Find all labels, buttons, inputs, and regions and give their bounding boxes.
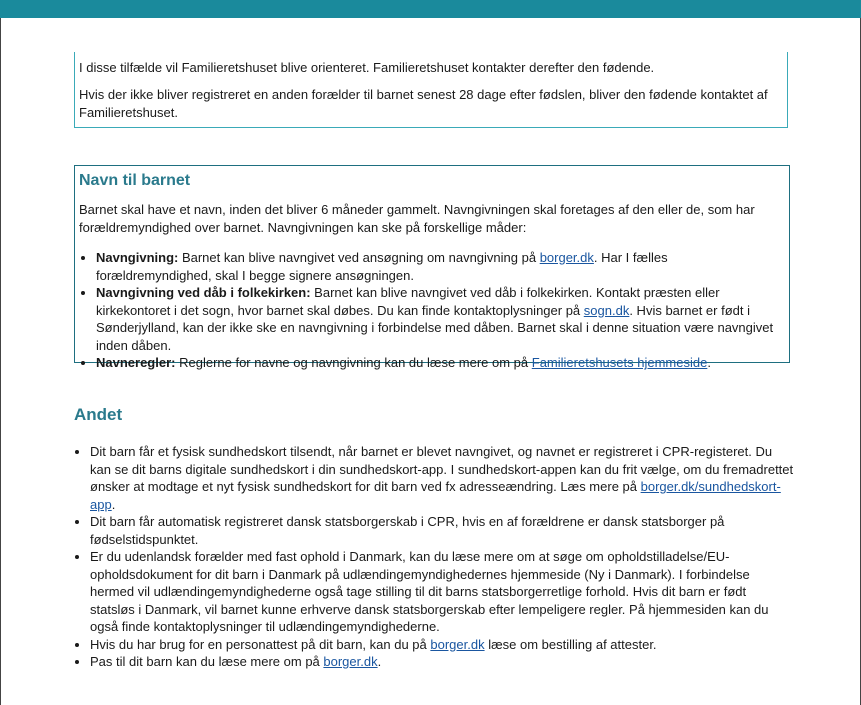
- other-info-list: [74, 443, 794, 671]
- other-section-title: Andet: [74, 405, 123, 424]
- item-text: Er du udenlandsk forælder med fast ophold i Danmark, kan du læse mere om at søge om opholdstilladelse/EU-opholdsdokument for dit barn i Danmark på udlændingemyndighedernes hjemmeside (Ny i Danmark). I forbindelse hermed vil udlændingemyndighederne også tage stilling til dit barns statsborgerretlige forhold. Hvis dit barn er født statsløs i Danmark, vil barnet kunne erhverve dansk statsborgerskab efter lempeligere regler. På hjemmesiden kan du også finde kontaktoplysninger til udlændingemyndighederne.: [90, 549, 769, 634]
- page-edge-left: [0, 18, 1, 705]
- familieretshuset-link[interactable]: Familieretshusets hjemmeside: [531, 355, 708, 370]
- item-label: Navngivning:: [96, 250, 179, 265]
- name-section-intro: Barnet skal have et navn, inden det bliver 6 måneder gammelt. Navngivningen skal foretages af den eller de, som har forældremyndighed over barnet. Navngivningen kan ske på forskellige måder:: [79, 202, 755, 235]
- item-text: Reglerne for navne og navngivning kan du læse mere om på: [175, 355, 532, 370]
- item-label: Navneregler:: [96, 355, 176, 370]
- notice-paragraph-1: I disse tilfælde vil Familieretshuset blive orienteret. Familieretshuset kontakter derefter den fødende.: [79, 60, 655, 75]
- item-text: . Hvis barnet er født i Sønderjylland, kan der ikke ske en navngivning i forbindelse med dåben. Barnet skal i denne situation være navngivet inden dåben.: [96, 302, 774, 353]
- list-item: [90, 548, 794, 636]
- other-section: [74, 443, 794, 671]
- list-item: [96, 249, 783, 284]
- name-section-title: Navn til barnet: [79, 172, 191, 189]
- sogn-link[interactable]: sogn.dk: [583, 302, 630, 318]
- list-item: [90, 653, 794, 671]
- item-text: .: [707, 355, 711, 370]
- list-item: [96, 284, 783, 354]
- item-text: Barnet kan blive navngivet ved ansøgning om navngivning på: [178, 250, 540, 265]
- item-text: Hvis du har brug for en personattest på dit barn, kan du på: [90, 636, 431, 652]
- list-item: [90, 636, 794, 654]
- notice-paragraph-2: Hvis der ikke bliver registreret en anden forælder til barnet senest 28 dage efter fødslen, bliver den fødende kontaktet af Familieretshuset.: [79, 87, 768, 120]
- borger-link[interactable]: borger.dk: [539, 250, 594, 265]
- borger-attest-link[interactable]: borger.dk: [430, 636, 485, 652]
- item-text: Dit barn får automatisk registreret dansk statsborgerskab i CPR, hvis en af forældrene er dansk statsborger på fødselstidspunktet.: [90, 514, 725, 547]
- name-section-box: [74, 165, 790, 370]
- notice-box: [74, 52, 788, 128]
- name-options-list: [79, 249, 789, 372]
- item-text: .: [111, 496, 116, 512]
- item-text: Barnet kan blive navngivet ved dåb i folkekirken. Kontakt præsten eller kirkekontoret i det sogn, hvor barnet skal døbes. Du kan finde kontaktoplysninger på: [96, 285, 720, 318]
- list-item: [90, 513, 794, 548]
- item-text: Dit barn får et fysisk sundhedskort tilsendt, når barnet er blevet navngivet, og navnet er registreret i CPR-registeret. Du kan se dit barns digitale sundhedskort i din sundhedskort-app. I sundhedskort-appen kan du frit vælge, om du fremadrettet ønsker at modtage et nyt fysisk sundhedskort for dit barn ved fx adresseændring. Læs mere på: [90, 444, 794, 494]
- list-item: [90, 443, 794, 513]
- item-text: .: [377, 654, 382, 669]
- borger-pas-link[interactable]: borger.dk: [323, 654, 378, 669]
- item-text: læse om bestilling af attester.: [484, 636, 657, 652]
- item-label: Navngivning ved dåb i folkekirken:: [96, 285, 311, 300]
- list-item: [96, 354, 783, 372]
- top-accent-bar: [0, 0, 861, 18]
- item-text: . Har I fælles forældremyndighed, skal I begge signere ansøgningen.: [96, 250, 668, 283]
- item-text: Pas til dit barn kan du læse mere om på: [90, 654, 324, 669]
- sundhedskort-app-link[interactable]: borger.dk/sundhedskort-app: [90, 479, 781, 512]
